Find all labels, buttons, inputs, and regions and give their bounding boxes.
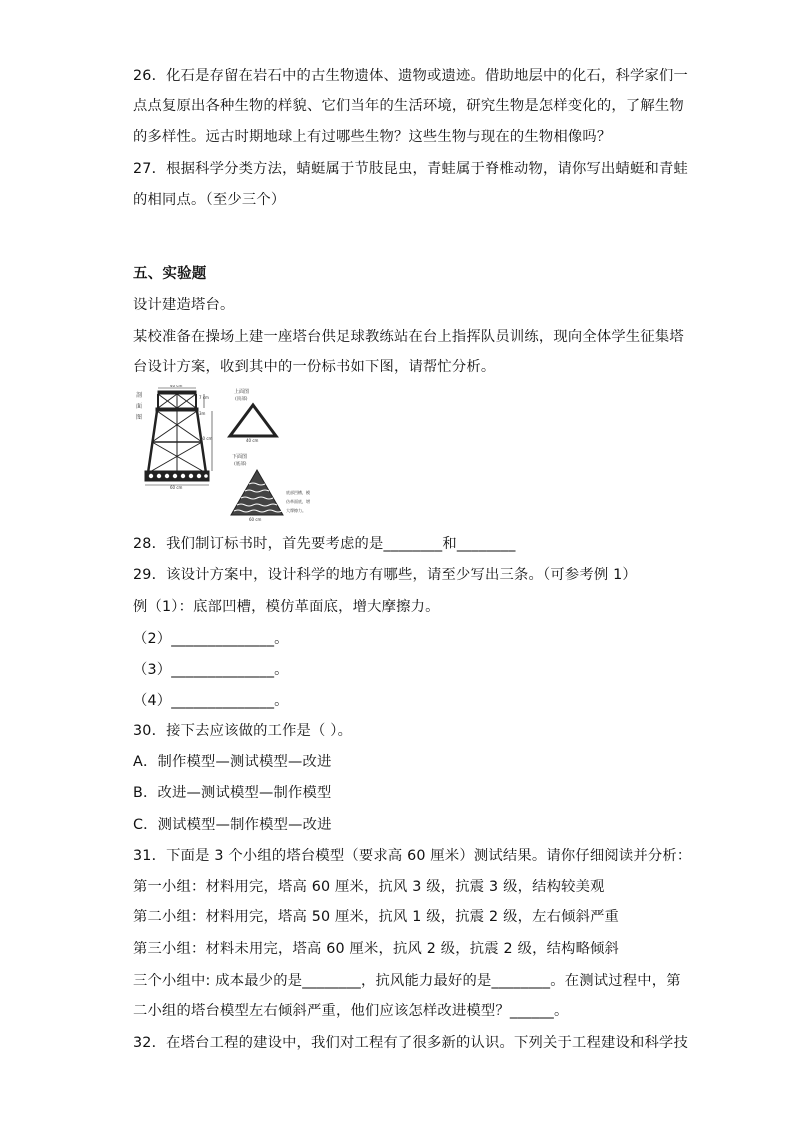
q29-example: 例（1）：底部凹槽，模仿革面底，增大摩擦力。: [133, 599, 440, 615]
q29-blank-2: （2）______________。: [133, 631, 289, 647]
experiment-title: 设计建造塔台。: [133, 297, 235, 313]
q30-option-c: C．测试模型—制作模型—改进: [133, 817, 332, 833]
bottom-view: [231, 453, 283, 522]
side-view-label: [136, 391, 142, 421]
side-label-char-1: 剖: [136, 392, 143, 399]
q26-line-3: 的多样性。远古时期地球上有过哪些生物？这些生物与现在的生物相像吗？: [133, 129, 612, 145]
q29-stem: 29．该设计方案中，设计科学的地方有哪些，请至少写出三条。（可参考例 1）: [133, 567, 637, 583]
dim-height: 50 cm: [200, 436, 213, 441]
tower-design-figure: [136, 385, 336, 523]
q29-blank-3: （3）______________。: [133, 662, 289, 678]
q27-line-2: 的相同点。（至少三个）: [133, 192, 286, 208]
top-view: [230, 388, 276, 443]
q29-blank-4: （4）______________。: [133, 693, 289, 709]
side-label-char-3: 图: [136, 414, 143, 421]
dim-mid: 3m: [199, 411, 206, 416]
bottom-view-sublabel: (底部): [234, 462, 247, 467]
q30-option-a: A．制作模型—测试模型—改进: [133, 754, 332, 770]
dim-top: 40 cm: [170, 385, 183, 388]
bottom-view-label: 下面图: [232, 454, 248, 460]
intro-line-2: 台设计方案，收到其中的一份标书如下图，请帮忙分析。: [133, 359, 496, 375]
q26-line-1: 26．化石是存留在岩石中的古生物遗体、遗物或遗迹。借助地层中的化石，科学家们一: [133, 68, 688, 84]
bottom-tri-dim: 60 cm: [249, 517, 262, 522]
top-view-sublabel: (顶部): [235, 397, 248, 402]
intro-line-1: 某校准备在操场上建一座塔台供足球教练站在台上指挥队员训练，现向全体学生征集塔: [133, 329, 684, 345]
q30-stem: 30．接下去应该做的工作是（ ）。: [133, 723, 353, 739]
q27-line-1: 27．根据科学分类方法，蜻蜓属于节肢昆虫，青蛙属于脊椎动物，请你写出蜻蜓和青蛙: [133, 161, 688, 177]
q30-option-b: B．改进—测试模型—制作模型: [133, 785, 332, 801]
q31-question-line-1: 三个小组中: 成本最少的是________，抗风能力最好的是________。在测试过程中，第: [133, 973, 681, 989]
note-line-3: 大摩擦力。: [286, 508, 306, 513]
q32-text: 32．在塔台工程的建设中，我们对工程有了很多新的认识。下列关于工程建设和科学技: [133, 1035, 688, 1051]
q31-group-1: 第一小组：材料用完，塔高 60 厘米，抗风 3 级，抗震 3 级，结构较美观: [133, 879, 605, 895]
q31-question-line-2: 二小组的塔台模型左右倾斜严重，他们应该怎样改进模型？______。: [133, 1003, 569, 1019]
dim-bottom: 60 cm: [170, 485, 183, 490]
q31-group-2: 第二小组：材料用完，塔高 50 厘米，抗风 1 级，抗震 2 级，左右倾斜严重: [133, 909, 620, 925]
note-line-2: 仿革面底，增: [286, 499, 310, 504]
design-note: [286, 489, 310, 513]
q26-line-2: 点点复原出各种生物的样貌、它们当年的生活环境，研究生物是怎样变化的，了解生物: [133, 98, 684, 114]
dim-upper: 7 cm: [199, 395, 209, 400]
q31-stem: 31．下面是 3 个小组的塔台模型（要求高 60 厘米）测试结果。请你仔细阅读并分析：: [133, 848, 692, 864]
note-line-1: 底部凹槽，模: [286, 490, 310, 495]
top-view-label: 上面图: [234, 389, 250, 395]
q31-group-3: 第三小组：材料未用完，塔高 60 厘米，抗风 2 级，抗震 2 级，结构略倾斜: [133, 941, 620, 957]
q28-text: 28．我们制订标书时，首先要考虑的是________和________: [133, 536, 516, 552]
top-tri-dim: 40 cm: [246, 438, 259, 443]
section-heading: 五、实验题: [133, 266, 207, 282]
side-label-char-2: 面: [136, 403, 143, 410]
